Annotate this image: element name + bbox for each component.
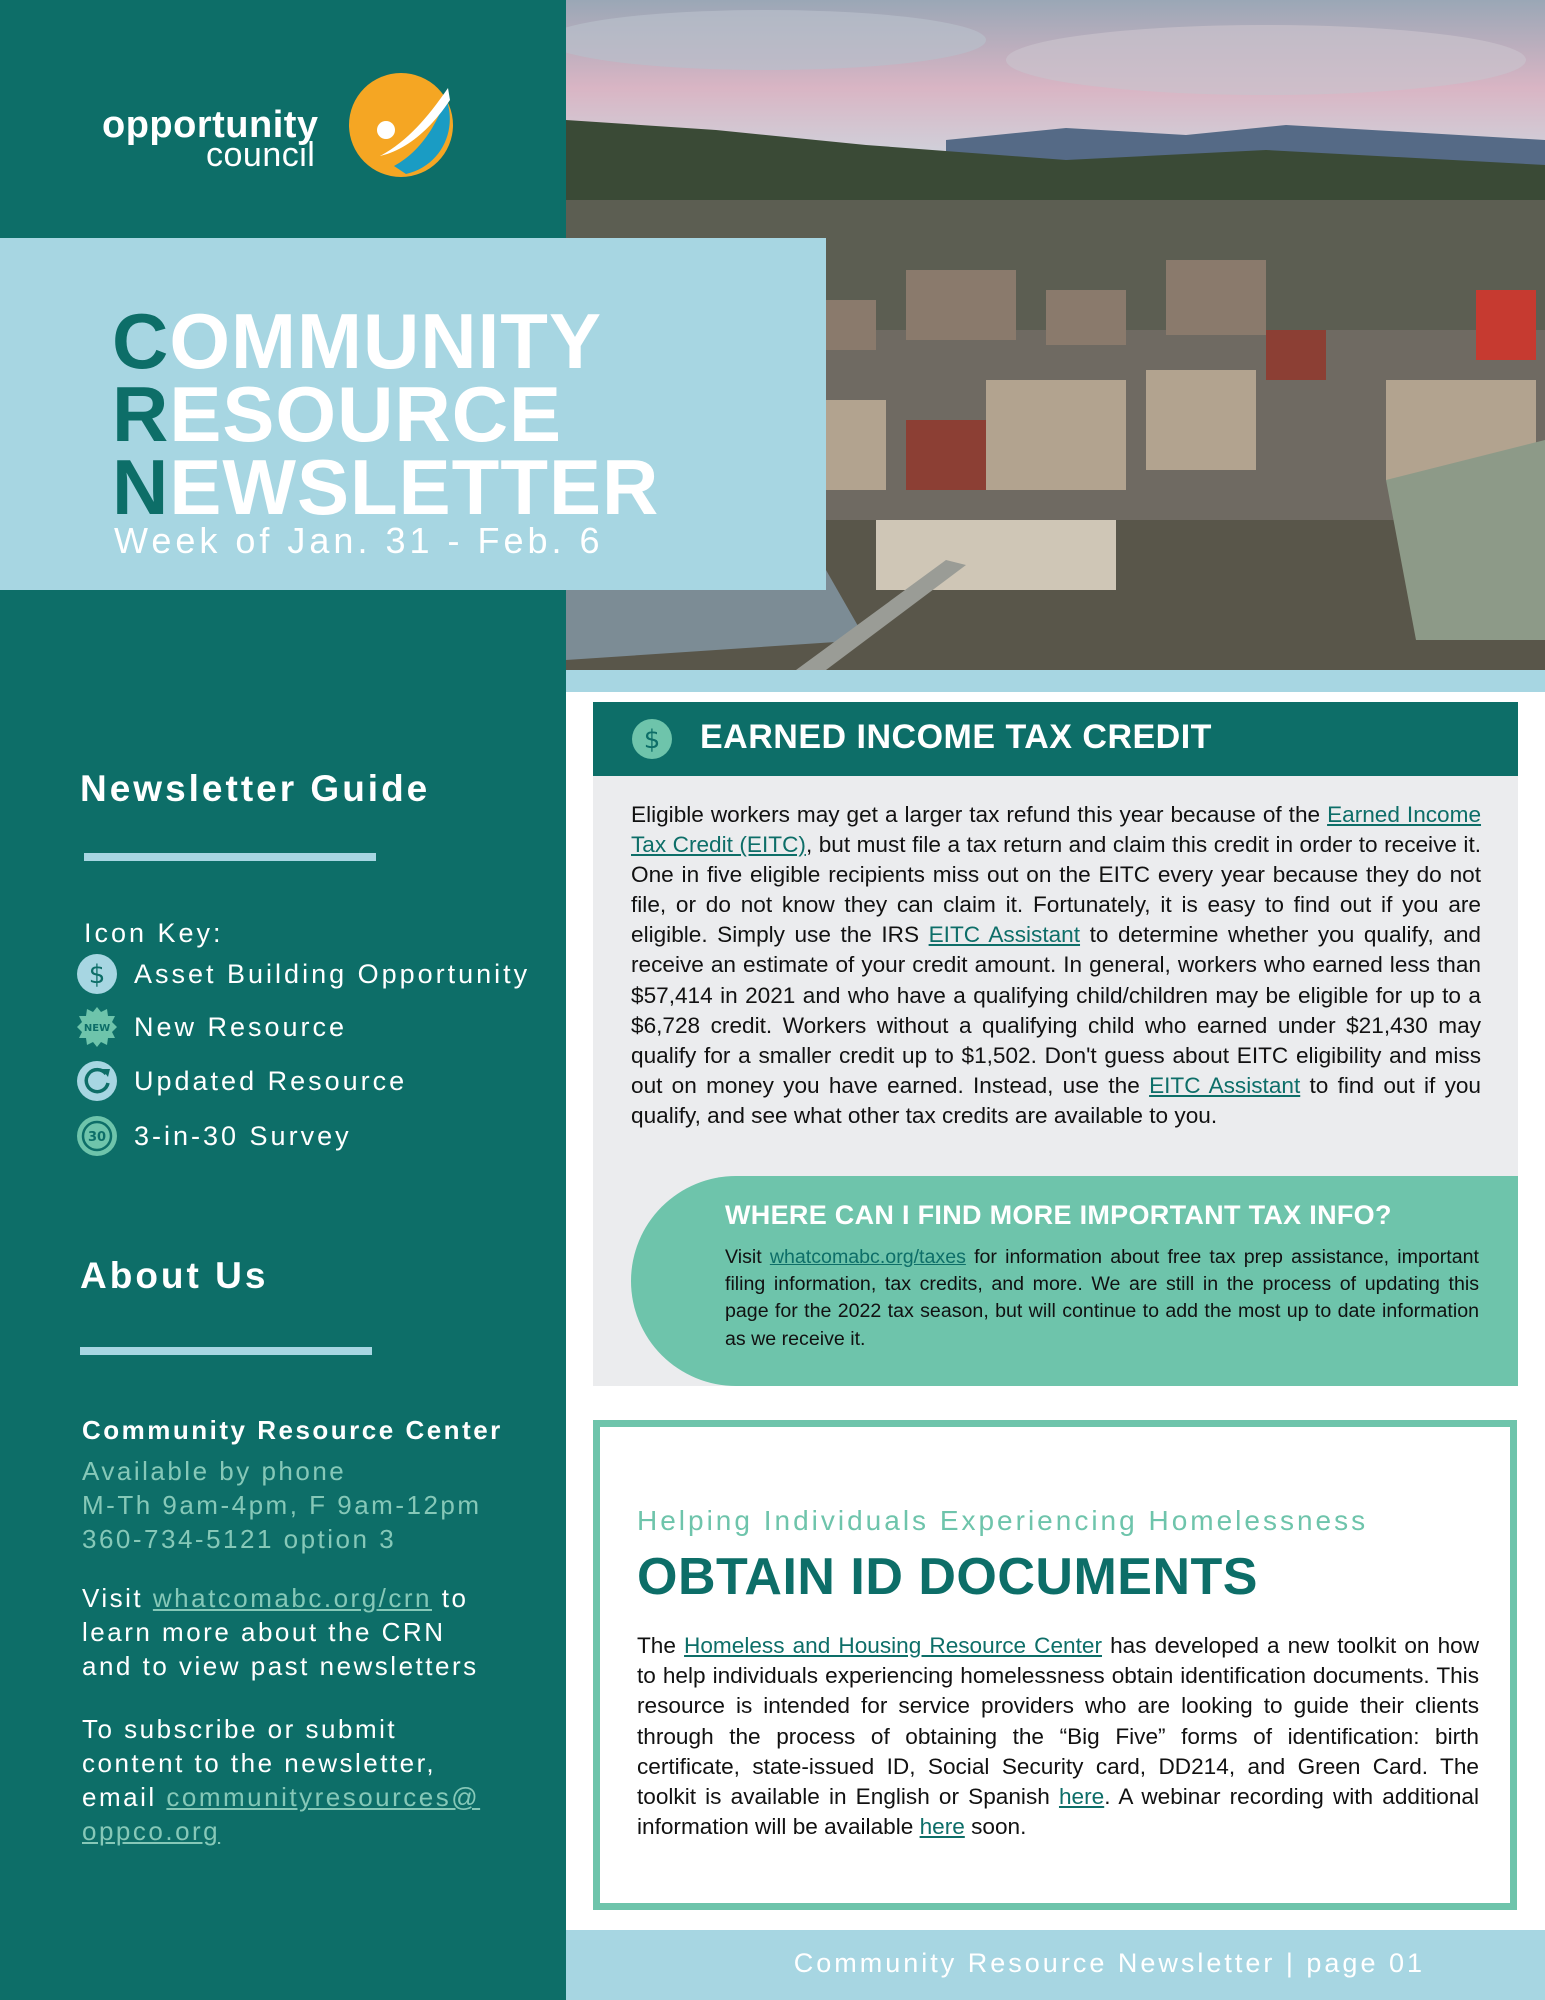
- newsletter-guide-heading: Newsletter Guide: [80, 768, 431, 809]
- eitc-text: , but must file a tax return and claim this credit in order to receive it. One in five eligible recipients miss out on the EITC every year because they do not file, or do not know they can claim it. Fortunately, it is easy to find out if you are eligible. Simply use the IRS: [631, 832, 1481, 948]
- photo-bottom-strip: [566, 670, 1545, 692]
- about-us-heading: About Us: [80, 1255, 269, 1296]
- masthead-line-newsletter: [112, 443, 660, 531]
- tax-info-text: Visit: [725, 1246, 762, 1268]
- id-title: OBTAIN ID DOCUMENTS: [637, 1548, 1258, 1606]
- toolkit-here-link[interactable]: here: [1058, 1784, 1105, 1810]
- masthead-initial: R: [112, 370, 170, 458]
- id-text: The: [637, 1633, 676, 1658]
- subscribe-line-3: [82, 1780, 480, 1814]
- visit-line: [82, 1581, 468, 1615]
- svg-text:NEW: NEW: [83, 1023, 111, 1034]
- masthead-banner: [0, 238, 826, 590]
- visit-suffix: to: [441, 1583, 469, 1613]
- visit-line-3: and to view past newsletters: [82, 1651, 479, 1681]
- masthead-word: EWSLETTER: [169, 443, 660, 531]
- masthead-initial: C: [112, 297, 170, 385]
- masthead-word: OMMUNITY: [169, 297, 602, 385]
- phone-text: 360-734-5121 option 3: [82, 1524, 397, 1554]
- availability-text: Available by phone: [82, 1456, 347, 1486]
- icon-key-item-asset: [76, 953, 536, 997]
- masthead-line-community: [112, 297, 602, 385]
- crn-link[interactable]: whatcomabc.org/crn: [152, 1583, 432, 1613]
- eitc-assistant-link[interactable]: EITC Assistant: [1149, 1072, 1301, 1098]
- id-subtitle: Helping Individuals Experiencing Homelessness: [637, 1505, 1369, 1536]
- refresh-icon: [76, 1060, 118, 1102]
- icon-key-item-updated: [76, 1060, 536, 1104]
- masthead-line-resource: [112, 370, 563, 458]
- svg-text:$: $: [88, 960, 106, 990]
- eitc-text: Eligible workers may get a larger tax refund this year because of the: [631, 802, 1321, 827]
- tax-info-text: for information about free tax prep assistance, important filing information, tax credits, and more. We are still in the process of updating this page for the 2022 tax season, but will continue to add the most up to date information as we receive it.: [725, 1246, 1479, 1350]
- tax-info-body: [725, 1244, 1479, 1353]
- subscribe-line-2: content to the newsletter,: [82, 1748, 437, 1778]
- eitc-assistant-link[interactable]: EITC Assistant: [928, 922, 1081, 948]
- id-text: soon.: [971, 1814, 1027, 1840]
- id-text: has developed a new toolkit on how to help individuals experiencing homelessness obtain identification documents. This resource is intended for service providers who are looking to guide their clients through the process of obtaining the “Big Five” forms of identification: birth certificate, state-issued ID, Social Security card, DD214, and Green Card. The toolkit is available in English or Spanish: [637, 1633, 1480, 1810]
- tax-info-title: WHERE CAN I FIND MORE IMPORTANT TAX INFO?: [725, 1200, 1392, 1230]
- id-body: [637, 1631, 1479, 1842]
- id-documents-section: [593, 1420, 1517, 1910]
- masthead-word: ESOURCE: [169, 370, 563, 458]
- logo-word-opportunity: opportunity: [102, 104, 319, 146]
- taxes-link[interactable]: whatcomabc.org/taxes: [769, 1246, 966, 1268]
- icon-key-label: New Resource: [134, 1012, 348, 1042]
- hours-text: M-Th 9am-4pm, F 9am-12pm: [82, 1490, 482, 1520]
- webinar-here-link[interactable]: here: [919, 1814, 965, 1840]
- dollar-icon: [76, 953, 118, 995]
- email-link-continued: [82, 1814, 220, 1848]
- email-prefix: email: [82, 1782, 157, 1812]
- icon-key-label: Asset Building Opportunity: [134, 959, 531, 989]
- icon-key-label: 3-in-30 Survey: [134, 1121, 352, 1151]
- email-link[interactable]: communityresources@: [166, 1782, 481, 1812]
- eitc-title: EARNED INCOME TAX CREDIT: [700, 718, 1212, 756]
- icon-key-item-survey: [76, 1115, 536, 1159]
- survey-icon: [76, 1115, 118, 1157]
- visit-line-2: learn more about the CRN: [82, 1617, 446, 1647]
- crc-heading: Community Resource Center: [82, 1415, 503, 1445]
- eitc-section: [593, 702, 1518, 1386]
- divider: [84, 853, 376, 861]
- subscribe-line-1: To subscribe or submit: [82, 1714, 398, 1744]
- svg-text:$: $: [643, 725, 661, 755]
- eitc-body: [631, 800, 1481, 1131]
- new-badge-icon: [76, 1006, 118, 1048]
- email-link-domain[interactable]: oppco.org: [82, 1816, 221, 1846]
- divider: [80, 1347, 372, 1355]
- logo-word-council: council: [206, 136, 316, 174]
- eitc-text: to find out if you qualify, and see what other tax credits are available to you.: [631, 1072, 1481, 1128]
- icon-key-label: Updated Resource: [134, 1066, 408, 1096]
- page-footer: [566, 1930, 1545, 2000]
- footer-text: Community Resource Newsletter | page 01: [793, 1948, 1425, 1978]
- logo-mark-icon: [346, 70, 456, 180]
- issue-week: Week of Jan. 31 - Feb. 6: [114, 520, 604, 561]
- icon-key-item-new: [76, 1006, 536, 1050]
- masthead-initial: N: [112, 443, 170, 531]
- eitc-header: [593, 702, 1518, 776]
- eitc-link[interactable]: Earned Income Tax Credit (EITC): [631, 802, 1482, 858]
- opportunity-council-logo[interactable]: [102, 68, 462, 188]
- svg-text:30: 30: [87, 1130, 107, 1145]
- eitc-text: to determine whether you qualify, and receive an estimate of your credit amount. In general, workers who earned less than $57,414 in 2021 and who have a qualifying child/children may be eligible for up to a $6,728 credit. Workers without a qualifying child who earned under $21,430 may qualify for a smaller credit up to $1,502. Don't guess about EITC eligibility and miss out on money you have earned. Instead, use the: [631, 922, 1481, 1098]
- icon-key-heading: Icon Key:: [84, 918, 224, 948]
- hhrc-link[interactable]: Homeless and Housing Resource Center: [684, 1633, 1102, 1658]
- visit-prefix: Visit: [82, 1583, 144, 1613]
- dollar-icon: [631, 718, 673, 760]
- tax-info-callout: [631, 1176, 1518, 1386]
- id-text: . A webinar recording with additional information will be available: [637, 1784, 1479, 1840]
